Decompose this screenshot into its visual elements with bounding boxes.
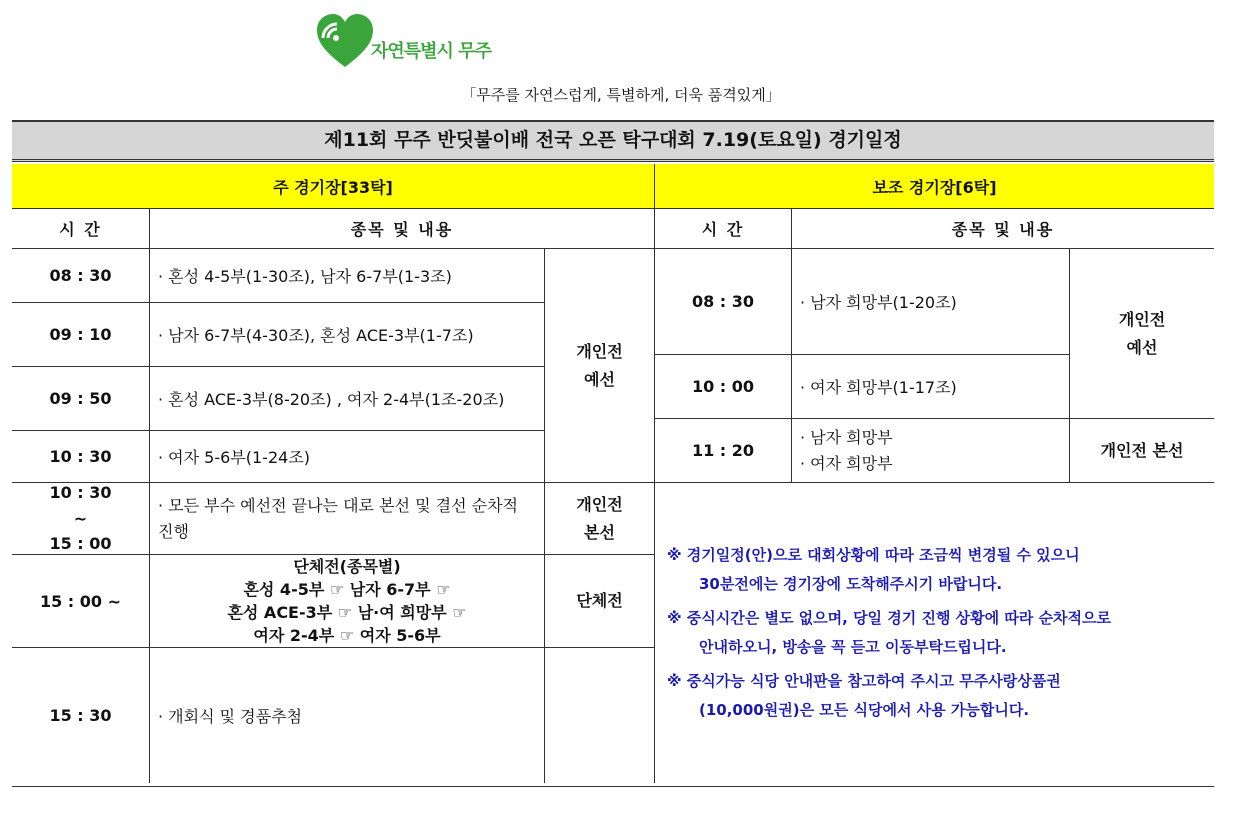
- sub-time-cell: 10 : 00: [655, 355, 792, 419]
- note-item: ※ 중식가능 식당 안내판을 참고하여 주시고 무주사랑상품권 (10,000원권)은 모든 식당에서 사용 가능합니다.: [667, 672, 1061, 719]
- sub-col-time: 시 간: [655, 209, 792, 249]
- heart-logo-icon: [315, 12, 375, 70]
- sub-venue-header: 보조 경기장[6탁]: [655, 164, 1214, 209]
- main-category-team: 단체전: [545, 555, 655, 648]
- main-time-cell: 08 : 30: [12, 249, 150, 303]
- main-time-cell: 09 : 10: [12, 303, 150, 367]
- sub-time-cell: 11 : 20: [655, 419, 792, 483]
- main-col-content: 종목 및 내용: [150, 209, 655, 249]
- main-content-cell: · 남자 6-7부(4-30조), 혼성 ACE-3부(1-7조): [150, 303, 545, 367]
- main-time-cell: 15 : 30: [12, 648, 150, 783]
- main-content-cell: · 여자 5-6부(1-24조): [150, 431, 545, 483]
- main-category-prelim: 개인전 예선: [545, 249, 655, 483]
- empty-cell: [545, 648, 655, 783]
- logo-text: 자연특별시 무주: [371, 41, 491, 62]
- main-time-cell: 15 : 00 ~: [12, 555, 150, 648]
- main-category-final: 개인전 본선: [545, 483, 655, 555]
- sub-category-prelim: 개인전 예선: [1070, 249, 1214, 419]
- sub-content-cell: · 남자 희망부(1-20조): [792, 249, 1070, 355]
- schedule-table: [12, 164, 1214, 787]
- note-item: ※ 경기일정(안)으로 대회상황에 따라 조금씩 변경될 수 있으니 30분전에는 경기장에 도착해주시기 바랍니다.: [667, 546, 1080, 593]
- main-time-cell: 10 : 30: [12, 431, 150, 483]
- main-content-cell: · 개회식 및 경품추첨: [150, 648, 545, 783]
- main-content-cell: · 혼성 ACE-3부(8-20조) , 여자 2-4부(1조-20조): [150, 367, 545, 431]
- notes-panel: [655, 483, 1214, 783]
- main-content-cell: · 혼성 4-5부(1-30조), 남자 6-7부(1-3조): [150, 249, 545, 303]
- slogan: 「무주를 자연스럽게, 특별하게, 더욱 품격있게」: [461, 86, 781, 104]
- note-item: ※ 중식시간은 별도 없으며, 당일 경기 진행 상황에 따라 순차적으로 안내하오니, 방송을 꼭 듣고 이동부탁드립니다.: [667, 609, 1112, 656]
- main-time-cell: 10 : 30 ~ 15 : 00: [12, 483, 150, 555]
- sub-category-final: 개인전 본선: [1070, 419, 1214, 483]
- team-event-cell: 단체전(종목별) 혼성 4-5부 ☞ 남자 6-7부 ☞ 혼성 ACE-3부 ☞ 남·여 희망부 ☞ 여자 2-4부 ☞ 여자 5-6부: [150, 555, 545, 648]
- main-time-cell: 09 : 50: [12, 367, 150, 431]
- page-title: 제11회 무주 반딧불이배 전국 오픈 탁구대회 7.19(토요일) 경기일정: [12, 120, 1214, 162]
- main-content-cell: · 모든 부수 예선전 끝나는 대로 본선 및 결선 순차적 진행: [150, 483, 545, 555]
- sub-content-cell: · 남자 희망부 · 여자 희망부: [792, 419, 1070, 483]
- main-col-time: 시 간: [12, 209, 150, 249]
- sub-col-content: 종목 및 내용: [792, 209, 1214, 249]
- sub-time-cell: 08 : 30: [655, 249, 792, 355]
- brand-logo: [315, 12, 515, 70]
- main-venue-header: 주 경기장[33탁]: [12, 164, 655, 209]
- sub-content-cell: · 여자 희망부(1-17조): [792, 355, 1070, 419]
